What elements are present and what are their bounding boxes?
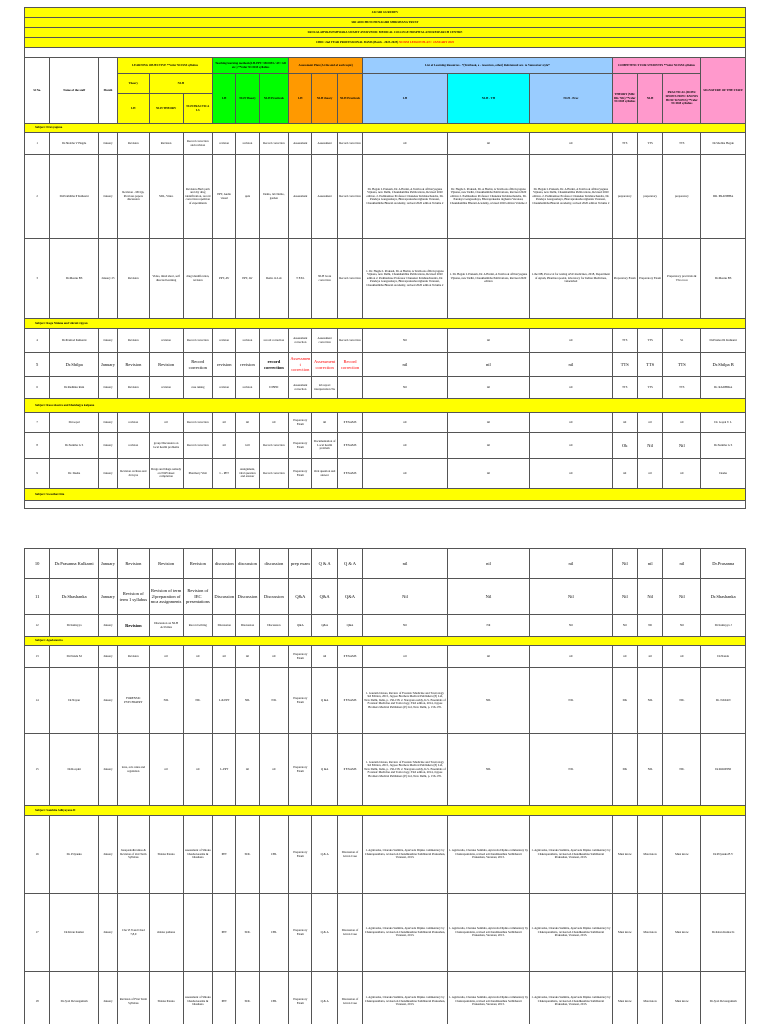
col-name: Name of the staff [50, 58, 99, 124]
col-obj-nlh-practicals: NLH PRACTICA LS [183, 94, 213, 124]
col-assess-lh: LH [289, 74, 312, 124]
col-nlh: NLH [149, 74, 212, 94]
col-comp-nlh: NLH [637, 74, 662, 124]
col-res-lh: LH [363, 74, 448, 124]
col-assessment: Assessment Plan (At the end of each topic) [289, 58, 363, 74]
table-row: 8 Dr.Sunitha G S January revision group Discussion on local health problems Record correction nil GD Record correction Preparatory Exam Documentation of Local health problem P EXAMS nil nil nil Ok Nil Nil Dr.Sunitha G S [25, 433, 746, 459]
col-assess-nlh-theory: NLH theory [312, 74, 337, 124]
header-line-1: JAI SRI GURUDEV [25, 8, 746, 18]
col-comp-theory: THEORY (MK/ DK/ NK) **refer NCISM syllabus [612, 74, 637, 124]
table-row: 9 Dr. Deeha January Revision on Rasa and dravyas Drugs and bhaga remedy on NLH sheet completion Pharmacy Visit L - PPT Assignment, Oral question and answer Record correction Preparatory Exam Oral question and answer P EXAMS nil nil nil nil nil nil Deeha [25, 459, 746, 489]
table-row: 15 Dr.Roopini January laws, acts rules and regulation nil nil L-PPT nil nil Preparatory Exam Q &A P EXAMS 1. Gautam biswas, Review of Forensic Medicine and Toxicology 3rd Edition, 2015, Jaypee Brothers Medical Publishers (P) Ltd, New Delhi, India, p. 156-158. 2. Narayana reddy, K.S. Essentials of Forensic Medicine and Toxicology, 33rd edition, 2014, Jaypee Brothers Medical Publishers (P) Ltd, New Delhi, p. 156-176. NIL NIL DK NIL NIL Dr.ROOPINI [25, 734, 746, 806]
table-row: 3 Dr.Meenu BS January 25 Revision Video, mind short, self directed learning drug identification, revision PPT, AV PPT, AV Demo in Lab T EXL NLH book correction Record correction 1. Dr. Hegde L Prakash, Dr. A Harini, A Textbook ofDravyaguna Vijnana, new Delhi, Chaukhambha Publications, Revised 2020 edition 2. Padmashree Professor Chunekar Krishnachandra, Dr. Pandeya Gangasahaya, Bhavaprakasha nighantu Varanasi, Chaukhambha Bharati Academy, revised 2020 edition Volume 2 1. Dr. Hegde L Prakash, Dr. A Harini, A Textbook ofDravyaguna Vijnana, new Delhi, Chaukhambha Publications, Revised 2020 edition 1.the DB, Protocol for testing ASU medicines, 2018, Department of Ayush, Pharmacopoeial, laboratory for Indian Medicines, Ghaziabad Preparatory Exam Preparatory Exam Preparatory practicals & Viva voce Dr.Meenu BS [25, 239, 746, 319]
header-line-2: SRI ADICHUNCHUNAGIRI SHIKSHANA TRUST [25, 18, 746, 28]
header-line-4 [25, 38, 746, 48]
col-obj-nlh-theory: NLH THEORY [149, 94, 183, 124]
lesson-plan-table-part2 [24, 548, 746, 1024]
table-row: 6 Dr.Radhika Rani January Revision revision case taking revision revision D BED Assessment correction lab report interpretation TA Nil nil nil TTS TTS TTS Dr. RADHIKA [25, 377, 746, 399]
plan-label: NCISM LESSON PLAN : JANUARY 2025 [399, 39, 455, 44]
table-row: 2 Dr.Prathibha P Kulkarni January Revision - MCQs, Previous papers discussion SDL, Video Revision-Herb path and dry drug identification, record correction repetition of experiments PPT, Audio visual quiz Demo, lab Demo, garden Assessment Assessment Record correction Dr. Hegde L Prakash, Dr. A Harini, A Textbook ofDravyaguna Vijnana, new Delhi, Chaukhambha Publications, Revised 2020 edition. 2. Padmashree Professor Chunekar Krishnachandra, Dr. Pandeya Gangasahaya, Bhavaprakasha nighantu Varanasi, Chaukhambha Bharati Academy, revised 2020 edition Volume 2 Dr. Hegde L Prakash, Dr. A Harini, A Textbook ofDravyaguna Vijnana, new Delhi, Chaukhambha Publications, Revised 2020 edition 2. Padmashree Professor Chunekar Krishnachandra, Dr. Pandeya Gangasahaya, Bhavaprakasha nighantu Varanasi, Chaukhambha Bharati Academy, revised 2020 edition Volume 2 Dr. Hegde L Prakash, Dr. A Harini, A Textbook ofDravyaguna Vijnana, new Delhi, Chaukhambha Publications, Revised 2020 edition. 2. Padmashree Professor Chunekar Krishnachandra, Dr. Pandeya Gangasahaya, Bhavaprakasha nighantu Varanasi, Chaukhambha Bharati Academy, revised 2020 edition Volume 2 preparatory preparatory preparatory DR. PRATIBHA [25, 155, 746, 239]
col-teach-nlh-practicals: NLH Practicals [259, 74, 289, 124]
subject-heading: Subject: Swasthavritta [25, 489, 746, 501]
blank-row [25, 501, 746, 509]
subject-heading: Subject: Samhita Adhyayana II [25, 806, 746, 816]
table-row: 1 Dr.Shobha V Hegde January Revision Revision Record correction and revision revision revision Record correction Assessment Assessment Record correction nil nil nil TTS TTS TTS Dr.Shobha Hegde [25, 133, 746, 155]
subject-heading: Subject: Rasa shastra and bhaishajya kalpana [25, 399, 746, 413]
col-teach-lh: LH [213, 74, 236, 124]
blank-row [25, 48, 746, 58]
col-theory: Theory [117, 74, 149, 94]
table-row: 7 Dr.Gopal January revision nil Record correction nil nil nil Preparatory Exam nil P EXAMS nil nil nil nil nil nil Dr. Gopal T. L [25, 413, 746, 433]
table-row: 4 Dr.Pramod Kulkarni January Revision revision Record correction revision revision record correction Assessment correction Assessment correction Record correction Nil nil nil TTS TTS S1 Dr.Pramod R Kulkarni [25, 329, 746, 353]
col-comp-practical: PRACTICAL (DOES/ SHOWS HOW/ KNOWS HOW/ KNOWS) **refer NCISM syllabus [663, 74, 701, 124]
subject-heading: Subject: Dravyaguna [25, 124, 746, 133]
table-row: 17 Dr.Kiran Kumar January Cha Vi 8 and Chad 7,8,9 shloka pathana PPT SDL CBL Preparatory Exam Q & A Discussion of Given Case 1. Agnivesha, Charaka Samhita, Ayurveda Dipika commentary by Chakrapanidatta, revised ed.Chandikasthna Sathbharati Prakashan, Varanasi, 2013. 1. Agnivesha, Charaka Samhita, Ayurveda Dipika commentary by Chakrapanidatta, revised ed.Chandikasthna Sathbharati Prakashan, Varanasi, 2013. 1. Agnivesha, Charaka Samhita, Ayurveda Dipika commentary by Chakrapanidatta, revised ed.Chandikasthna Sathbharati Prakashan, Varanasi, 2013. Must know Must know Must know Dr.Kiran Kumar K [25, 894, 746, 972]
table-row: 18 Dr.Jyoti Devangamath January Revision of First Term Syllabus Shloka Patana assessment of Shloka bhasha kaarma & bhashana PPT SDL CBL Preparatory Exam Q & A Discussion of Given Case 1. Agnivesha, Charaka Samhita, Ayurveda Dipika commentary by Chakrapanidatta, revised ed.Chandikasthna Sathbharati Prakashan, Varanasi, 2013. 1. Agnivesha, Charaka Samhita, Ayurveda Dipika commentary by Chakrapanidatta, revised ed.Chandikasthna Sathbharati Prakashan, Varanasi, 2013. 1. Agnivesha, Charaka Samhita, Ayurveda Dipika commentary by Chakrapanidatta, revised ed.Chandikasthna Sathbharati Prakashan, Varanasi, 2013. Must know Must know Must know Dr.Jyoti Devangamath [25, 972, 746, 1024]
col-res-nlh-th: NLH - TH [447, 74, 529, 124]
table-row: 16 Dr. Priyanka January Janapadodhvamsa & Revision of 2nd Term Syllabus Shloka Patana assessment of Shloka bhasha kaarma & bhashana PPT SDL CBL Preparatory Exam Q & A Discussion of Given Case 1. Agnivesha, Charaka Samhita, Ayurveda Dipika commentary by Chakrapanidatta, revised ed.Chandikasthna Sathbharati Prakashan, Varanasi, 2013. 1. Agnivesha, Charaka Samhita, Ayurveda Dipika commentary by Chakrapanidatta, revised ed.Chandikasthna Sathbharati Prakashan, Varanasi, 2013. 1. Agnivesha, Charaka Samhita, Ayurveda Dipika commentary by Chakrapanidatta, revised ed.Chandikasthna Sathbharati Prakashan, Varanasi, 2013. Must know Must know Must know Dr.Priyanka B V [25, 816, 746, 894]
col-teaching: Teaching learning methods(LH-PPT/ MODEL/ AV/ GD etc.) **refer NCISM syllabus [213, 58, 289, 74]
subject-heading: Subject: Agadatantra [25, 637, 746, 646]
table-row: 11 Dr.Shashanka January Revision of term 1 syllabus Revision of term 2/preparation of mca assignments Revision of IEC presentations Discussion Discussion Discussion Q&A Q&A Q&A Nil Nil Nil Nil Nil Nil Dr.Shashanka [25, 579, 746, 615]
col-competency: COMPETENCY FOR STUDENTS **refer NCISM syllabus [612, 58, 701, 74]
col-signature: SIGNATURE OF THE STAFF [701, 58, 746, 124]
subject-heading: Subject: Roga Nidana and vikruti vigyan [25, 319, 746, 329]
col-month: Month [98, 58, 117, 124]
col-assess-nlh-practicals: NLH Practicals [337, 74, 362, 124]
lesson-plan-table-part1 [24, 7, 746, 509]
col-teach-nlh-theory: NLH Theory [236, 74, 259, 124]
header-line-3: SRI KALABYRAVESHWARA SWAMY AYURVEDIC MEDICAL COLLEGE HOSPITAL AND RESEARCH CENTRE [25, 28, 746, 38]
table-row: 13 Dr.Nanda M January Revision nil nil nil nil nil Preparatory Exam nil P EXAMS nil nil nil nil nil nil Dr.Nanda [25, 646, 746, 668]
col-resources: List of Learning Resources - *(Textbook, e - resources, other) Referenced acc. to Vancouver style* [363, 58, 612, 74]
table-row: 12 Dr.Sumayya January Revision Discussion on NLH Activities Record writing Discussion Discussion Discussion Q&A Q&A Q&A Nil Nil Nil Nil Nil Nil Dr.Sumayya J [25, 615, 746, 637]
table-row: 14 Dr.Nayan January FORENSIC PSYCHIATRY NIL NIL L & PPT NIL NIL Preparatory Exam Q &A P EXAMS 1. Gautam biswas, Review of Forensic Medicine and Toxicology 3rd Edition, 2015, Jaypee Brothers Medical Publishers (P) Ltd, New Delhi, India, p. 156-158. 2. Narayana reddy, K.S. Essentials of Forensic Medicine and Toxicology, 33rd edition, 2014, Jaypee Brothers Medical Publishers (P) Ltd, New Delhi, p. 156-176. NIL NIL DK NIL NIL Dr. NAYAN [25, 668, 746, 734]
table-row: 10 Dr.Prasanna Kulkarni January Revision Revision Revision discussion discussion discussion prep exam Q & A Q & A nil nil nil Nil nil nil Dr.Prasanna [25, 549, 746, 579]
col-sl-no: Sl No. [25, 58, 50, 124]
col-learning-objective: LEARNING OBJECTIVE **refer NCISM syllabus [117, 58, 212, 74]
col-res-nlh-prac: NLH - Prac [530, 74, 612, 124]
batch-label: CBDC 2nd YEAR PROFESSIONAL BAMS (Batch - 2023-2025) [315, 39, 399, 44]
table-row: 5 Dr.Shilpa January Revision Revision Record correction revision revision record correction Assessment correction Assessment correction Record correction nil nil nil TTS TTS TTS Dr.Shilpa B [25, 353, 746, 377]
col-obj-lh: LH [117, 94, 149, 124]
